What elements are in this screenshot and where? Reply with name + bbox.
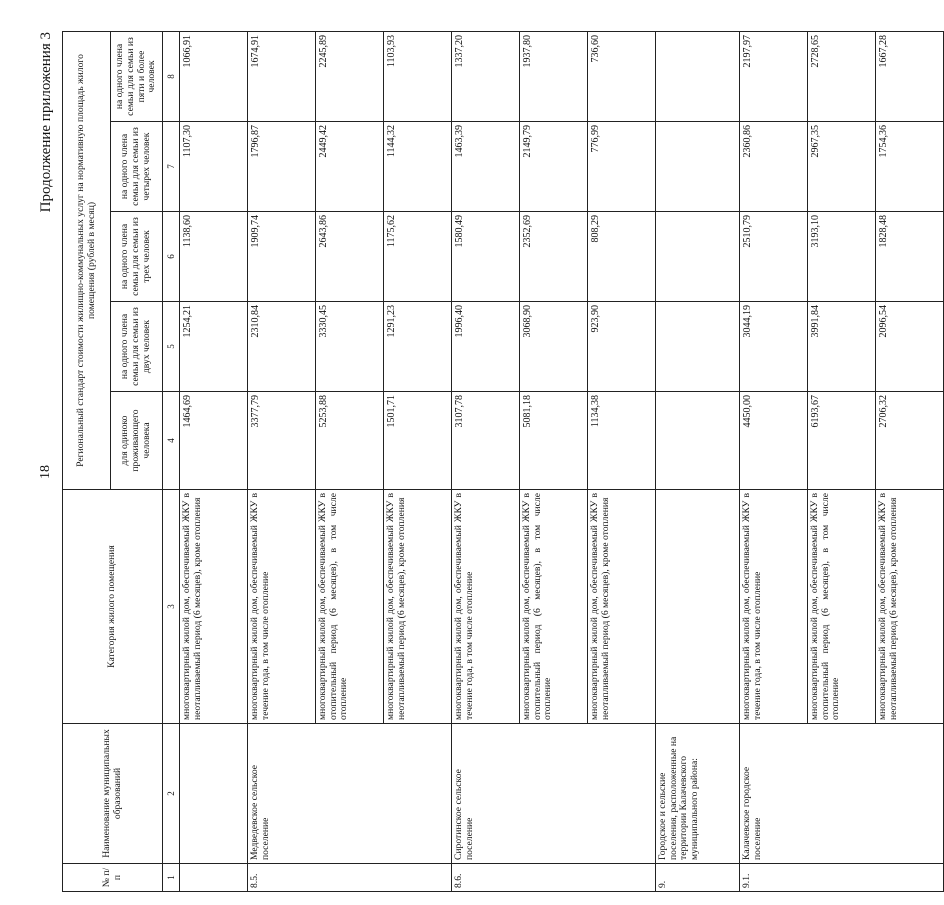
housing-category xyxy=(656,490,740,724)
header-sub-4: на одного члена семьи для семьи из четырех человек xyxy=(111,122,163,212)
housing-category: многоквартирный жилой дом, обеспечиваемый ЖКУ в отопительный период (6 месяцев), в том числе отопление xyxy=(808,490,876,724)
cost-value: 3193,10 xyxy=(808,212,876,302)
page-number: 18 xyxy=(38,465,53,479)
cost-value: 3044,19 xyxy=(740,302,808,392)
cost-value: 2360,86 xyxy=(740,122,808,212)
table-row xyxy=(180,31,248,891)
column-number: 6 xyxy=(163,212,180,302)
cost-value: 6193,67 xyxy=(808,392,876,490)
housing-category: многоквартирный жилой дом, обеспечиваемый ЖКУ в неотапливаемый период (6 месяцев), кроме отопления xyxy=(876,490,944,724)
column-number: 1 xyxy=(163,864,180,892)
cost-value xyxy=(656,212,740,302)
cost-value: 2643,86 xyxy=(316,212,384,302)
cost-value: 1337,20 xyxy=(452,31,520,121)
cost-value: 2352,69 xyxy=(520,212,588,302)
cost-value: 2510,79 xyxy=(740,212,808,302)
row-number: 8.6. xyxy=(452,864,656,892)
header-sub-1: для одиноко проживающего человека xyxy=(111,392,163,490)
cost-value: 1937,80 xyxy=(520,31,588,121)
header-no: № п/п xyxy=(63,864,163,892)
cost-value xyxy=(656,31,740,121)
cost-value: 2096,54 xyxy=(876,302,944,392)
cost-value: 2149,79 xyxy=(520,122,588,212)
header-sub-3: на одного члена семьи для семьи из трех человек xyxy=(111,212,163,302)
cost-value: 776,99 xyxy=(588,122,656,212)
municipality-name: Медведевское сельское поселение xyxy=(248,724,452,864)
table-row xyxy=(656,31,740,891)
header-standard-group: Региональный стандарт стоимости жилищно-коммунальных услуг на нормативную площадь жилого помещения (рублей в месяц) xyxy=(63,31,111,489)
cost-value: 1754,36 xyxy=(876,122,944,212)
header-municipality: Наименование муниципальных образований xyxy=(63,724,163,864)
continuation-label: Продолжение приложения 3 xyxy=(38,32,54,213)
cost-value: 1674,91 xyxy=(248,31,316,121)
cost-value: 2197,97 xyxy=(740,31,808,121)
cost-value: 2967,35 xyxy=(808,122,876,212)
cost-value: 1501,71 xyxy=(384,392,452,490)
cost-value: 2449,42 xyxy=(316,122,384,212)
cost-value: 1996,40 xyxy=(452,302,520,392)
housing-category: многоквартирный жилой дом, обеспечиваемый ЖКУ в отопительный период (6 месяцев), в том числе отопление xyxy=(316,490,384,724)
cost-value: 2706,32 xyxy=(876,392,944,490)
header-sub-2: на одного члена семьи для семьи из двух человек xyxy=(111,302,163,392)
cost-value: 808,29 xyxy=(588,212,656,302)
cost-value: 1463,39 xyxy=(452,122,520,212)
header-sub-5: на одного члена семьи для семьи из пяти и более человек xyxy=(111,31,163,121)
table-body xyxy=(180,31,944,891)
table-row xyxy=(452,31,520,891)
cost-value: 1828,48 xyxy=(876,212,944,302)
tariff-table xyxy=(62,31,944,892)
cost-value: 2310,84 xyxy=(248,302,316,392)
cost-value: 1796,87 xyxy=(248,122,316,212)
table-row xyxy=(248,31,316,891)
row-number: 9.1. xyxy=(740,864,944,892)
cost-value: 1464,69 xyxy=(180,392,248,490)
cost-value: 1103,93 xyxy=(384,31,452,121)
housing-category: многоквартирный жилой дом, обеспечиваемый ЖКУ в течение года, в том числе отопление xyxy=(740,490,808,724)
cost-value: 1291,23 xyxy=(384,302,452,392)
row-number: 8.5. xyxy=(248,864,452,892)
municipality-name: Калачевское городское поселение xyxy=(740,724,944,864)
cost-value: 3991,84 xyxy=(808,302,876,392)
column-number: 7 xyxy=(163,122,180,212)
cost-value: 2245,89 xyxy=(316,31,384,121)
column-number: 3 xyxy=(163,490,180,724)
housing-category: многоквартирный жилой дом, обеспечиваемый ЖКУ в неотапливаемый период (6 месяцев), кроме отопления xyxy=(180,490,248,724)
column-number: 8 xyxy=(163,31,180,121)
cost-value xyxy=(656,392,740,490)
column-number: 2 xyxy=(163,724,180,864)
column-number: 4 xyxy=(163,392,180,490)
municipality-name: Сиротинское сельское поселение xyxy=(452,724,656,864)
cost-value: 3330,45 xyxy=(316,302,384,392)
cost-value: 1580,49 xyxy=(452,212,520,302)
header-category: Категория жилого помещения xyxy=(63,490,163,724)
cost-value: 1909,74 xyxy=(248,212,316,302)
cost-value: 5081,18 xyxy=(520,392,588,490)
column-number: 5 xyxy=(163,302,180,392)
housing-category: многоквартирный жилой дом, обеспечиваемый ЖКУ в отопительный период (6 месяцев), в том числе отопление xyxy=(520,490,588,724)
row-number xyxy=(180,864,248,892)
cost-value: 3377,79 xyxy=(248,392,316,490)
housing-category: многоквартирный жилой дом, обеспечиваемый ЖКУ в течение года, в том числе отопление xyxy=(452,490,520,724)
cost-value: 1138,60 xyxy=(180,212,248,302)
cost-value: 2728,65 xyxy=(808,31,876,121)
cost-value: 736,60 xyxy=(588,31,656,121)
cost-value: 5253,88 xyxy=(316,392,384,490)
housing-category: многоквартирный жилой дом, обеспечиваемый ЖКУ в неотапливаемый период (6 месяцев), кроме отопления xyxy=(384,490,452,724)
row-number: 9. xyxy=(656,864,740,892)
cost-value: 3068,90 xyxy=(520,302,588,392)
table-row xyxy=(740,31,808,891)
cost-value: 3107,78 xyxy=(452,392,520,490)
column-number-row xyxy=(163,31,180,891)
municipality-name: Городское и сельские поселения, расположенные на территории Калачевского муниципального района: xyxy=(656,724,740,864)
cost-value: 1066,91 xyxy=(180,31,248,121)
rotated-page xyxy=(38,32,899,892)
cost-value xyxy=(656,302,740,392)
cost-value: 923,90 xyxy=(588,302,656,392)
housing-category: многоквартирный жилой дом, обеспечиваемый ЖКУ в течение года, в том числе отопление xyxy=(248,490,316,724)
cost-value: 4450,00 xyxy=(740,392,808,490)
cost-value: 1144,32 xyxy=(384,122,452,212)
cost-value: 1134,38 xyxy=(588,392,656,490)
housing-category: многоквартирный жилой дом, обеспечиваемый ЖКУ в неотапливаемый период (6 месяцев), кроме отопления xyxy=(588,490,656,724)
cost-value: 1254,21 xyxy=(180,302,248,392)
cost-value: 1107,30 xyxy=(180,122,248,212)
cost-value xyxy=(656,122,740,212)
municipality-name xyxy=(180,724,248,864)
cost-value: 1175,62 xyxy=(384,212,452,302)
cost-value: 1667,28 xyxy=(876,31,944,121)
